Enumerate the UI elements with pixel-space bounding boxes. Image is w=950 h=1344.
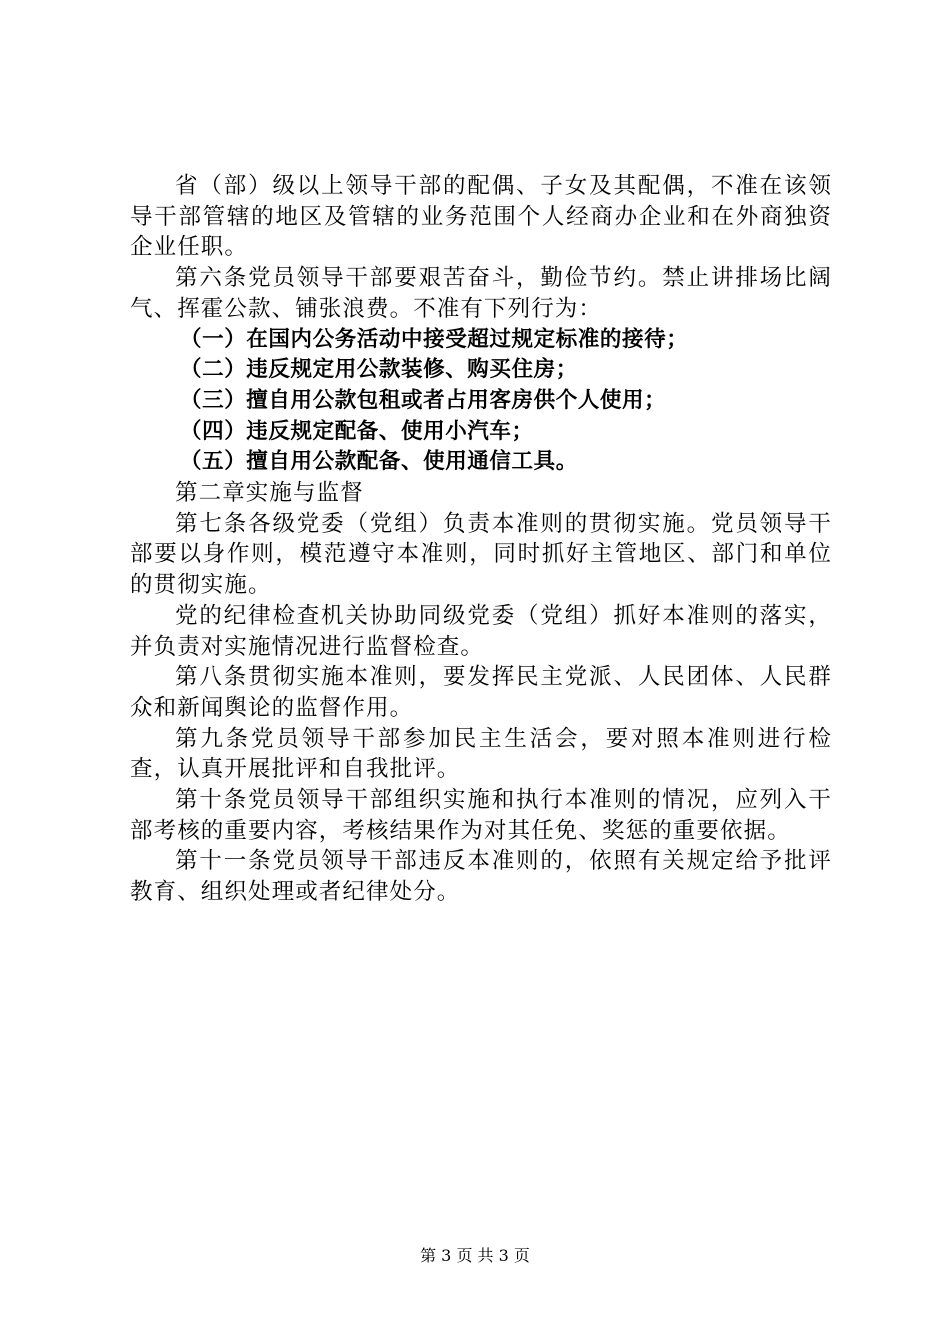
paragraph-article-11: 第十一条党员领导干部违反本准则的，依照有关规定给予批评教育、组织处理或者纪律处分。 [130, 848, 832, 906]
paragraph-article-8: 第八条贯彻实施本准则，要发挥民主党派、人民团体、人民群众和新闻舆论的监督作用。 [130, 664, 832, 721]
paragraph-discipline-organ: 党的纪律检查机关协助同级党委（党组）抓好本准则的落实，并负责对实施情况进行监督检查。 [130, 602, 832, 660]
document-body [130, 171, 832, 908]
list-item-1: （一）在国内公务活动中接受超过规定标准的接待； [180, 326, 689, 352]
list-item-5: （五）擅自用公款配备、使用通信工具。 [180, 449, 578, 475]
paragraph-article-10: 第十条党员领导干部组织实施和执行本准则的情况，应列入干部考核的重要内容，考核结果作为对其任免、奖惩的重要依据。 [130, 787, 832, 844]
paragraph-article-7: 第七条各级党委（党组）负责本准则的贯彻实施。党员领导干部要以身作则，模范遵守本准则，同时抓好主管地区、部门和单位的贯彻实施。 [130, 510, 832, 599]
paragraph-article-6: 第六条党员领导干部要艰苦奋斗，勤俭节约。禁止讲排场比阔气、挥霍公款、铺张浪费。不准有下列行为： [130, 265, 832, 322]
list-item-4: （四）违反规定配备、使用小汽车； [180, 418, 534, 444]
list-item-2: （二）违反规定用公款装修、购买住房； [180, 357, 578, 383]
chapter-heading: 第二章实施与监督 [175, 480, 364, 507]
paragraph-spouse-restriction: 省（部）级以上领导干部的配偶、子女及其配偶，不准在该领导干部管辖的地区及管辖的业务范围个人经商办企业和在外商独资企业任职。 [130, 173, 832, 261]
list-item-3: （三）擅自用公款包租或者占用客房供个人使用； [180, 387, 667, 413]
page-footer: 第 3 页 共 3 页 [420, 1246, 530, 1265]
paragraph-article-9: 第九条党员领导干部参加民主生活会，要对照本准则进行检查，认真开展批评和自我批评。 [130, 725, 832, 783]
